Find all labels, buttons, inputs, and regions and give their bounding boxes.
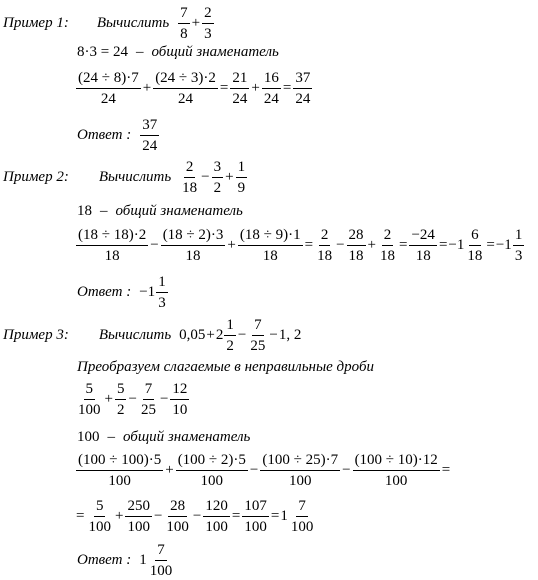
denominator: 100 — [288, 473, 312, 489]
example3-solution-line-1 — [75, 451, 451, 490]
denominator: 18 — [104, 248, 120, 264]
fraction — [153, 69, 218, 108]
operator: + — [225, 169, 234, 185]
denominator-expression: 18 — [77, 203, 92, 219]
denominator: 100 — [149, 563, 173, 579]
denominator: 8 — [180, 26, 188, 42]
numerator: 6 — [469, 226, 481, 246]
fraction — [164, 497, 191, 536]
fraction — [242, 497, 269, 536]
numerator: 7 — [155, 541, 167, 561]
fraction — [353, 451, 440, 490]
example1-verb: Вычислить — [96, 15, 170, 31]
operator: − — [192, 508, 202, 524]
mixed-number — [280, 497, 316, 536]
example1-answer-expression — [139, 116, 160, 155]
numerator: 7 — [178, 4, 190, 24]
mixed-number — [139, 273, 168, 312]
operator: − — [153, 508, 163, 524]
numerator: 107 — [242, 497, 269, 517]
denominator: 25 — [250, 338, 266, 354]
dash: – — [135, 44, 144, 60]
example1-answer-line — [77, 116, 160, 155]
numerator: 2 — [382, 226, 394, 246]
numerator: 5 — [84, 380, 96, 400]
fraction-part — [156, 273, 168, 312]
fraction — [262, 69, 281, 108]
operator: − — [128, 391, 137, 407]
numerator: 37 — [140, 116, 159, 136]
operator: + — [206, 327, 215, 343]
operator: + — [114, 508, 124, 524]
denominator: 100 — [78, 402, 101, 418]
fraction — [248, 316, 267, 355]
example3-converted-line — [75, 380, 190, 419]
fraction — [139, 380, 158, 419]
denominator: 18 — [317, 248, 333, 264]
operator: − — [336, 237, 345, 253]
denominator: 100 — [244, 519, 267, 535]
denominator: 100 — [166, 519, 189, 535]
answer-label: Ответ : — [77, 284, 132, 300]
denominator: 24 — [142, 138, 158, 154]
example1-label: Пример 1: — [3, 15, 69, 31]
example2-solution-line — [75, 226, 525, 265]
denominator: 100 — [88, 519, 111, 535]
operator: = — [304, 237, 314, 253]
numerator: (100 ÷ 25)·7 — [260, 451, 340, 471]
fraction — [125, 497, 152, 536]
operator: + — [165, 462, 174, 478]
example1-solution-line — [75, 69, 313, 108]
fraction — [315, 226, 334, 265]
numerator: (18 ÷ 18)·2 — [76, 226, 148, 246]
whole-part: 1 — [280, 508, 288, 524]
fraction-part — [289, 497, 316, 536]
denominator: 9 — [237, 180, 246, 196]
example3-answer-line — [77, 541, 175, 580]
denominator: 18 — [415, 248, 431, 264]
operator: + — [104, 391, 113, 407]
mixed-number — [139, 541, 175, 580]
example2-task-line — [3, 158, 248, 197]
mixed-number — [216, 316, 237, 355]
operator: + — [142, 80, 152, 96]
example3-solution1-expression — [75, 451, 451, 490]
denominator: 18 — [348, 248, 364, 264]
fraction — [236, 158, 248, 197]
denominator: 2 — [116, 402, 125, 418]
operator: − — [269, 327, 278, 343]
denominator: 18 — [182, 180, 198, 196]
fraction — [409, 226, 436, 265]
denominator: 18 — [185, 248, 201, 264]
whole-part: 2 — [215, 327, 224, 343]
numerator: 1 — [156, 273, 168, 293]
operator: − — [237, 327, 247, 343]
numerator: 37 — [293, 69, 312, 89]
operator: − — [150, 237, 159, 253]
numerator: 7 — [296, 497, 308, 517]
fraction — [140, 116, 159, 155]
denominator-caption: общий знаменатель — [115, 203, 243, 219]
operator: + — [367, 237, 376, 253]
example3-solution-line-2 — [75, 497, 316, 536]
denominator: 25 — [140, 402, 156, 418]
denominator: 100 — [108, 473, 131, 489]
fraction — [178, 4, 190, 43]
numerator: 5 — [115, 380, 127, 400]
example3-answer-expression — [139, 541, 175, 580]
denominator: 18 — [380, 248, 395, 264]
fraction — [161, 226, 226, 265]
numerator: 28 — [168, 497, 187, 517]
fraction — [212, 158, 224, 197]
denominator: 24 — [232, 91, 248, 107]
example3-solution2-expression — [75, 497, 316, 536]
operator: = — [438, 237, 448, 253]
fraction — [238, 226, 303, 265]
operator: − — [342, 462, 351, 478]
operator: − — [201, 169, 210, 185]
numerator: 16 — [262, 69, 281, 89]
numerator: 5 — [94, 497, 106, 517]
denominator-expression: 8·3 = 24 — [77, 44, 128, 60]
denominator: 3 — [514, 248, 523, 264]
example3-converted-expression — [75, 380, 190, 419]
example3-denominator-line — [77, 429, 250, 446]
denominator: 18 — [262, 248, 278, 264]
fraction-part — [224, 316, 236, 355]
operator: − — [159, 391, 169, 407]
numerator: 250 — [125, 497, 152, 517]
fraction — [176, 451, 248, 490]
example3-label: Пример 3: — [3, 327, 69, 343]
answer-label: Ответ : — [77, 127, 132, 143]
denominator-expression: 100 — [77, 429, 100, 445]
example3-verb: Вычислить — [98, 327, 172, 343]
denominator: 24 — [263, 91, 279, 107]
example2-denominator-line — [77, 203, 243, 220]
dash: – — [100, 203, 108, 219]
denominator: 100 — [127, 519, 150, 535]
example3-convert-line — [77, 359, 374, 376]
denominator: 100 — [290, 519, 314, 535]
denominator: 2 — [213, 180, 222, 196]
fraction — [76, 69, 141, 108]
example2-solution-expression — [75, 226, 525, 265]
fraction — [202, 4, 214, 43]
fraction — [170, 380, 189, 419]
example1-task-line — [3, 4, 215, 43]
numerator: 21 — [230, 69, 249, 89]
fraction — [230, 69, 249, 108]
operator: = — [270, 508, 280, 524]
fraction — [115, 380, 127, 419]
numerator: 2 — [202, 4, 214, 24]
example1-denominator-line — [77, 44, 279, 61]
operator: = — [282, 80, 292, 96]
whole-part: 1 — [139, 552, 147, 568]
operator: = — [399, 237, 408, 253]
denominator: 3 — [204, 26, 212, 42]
numerator: 28 — [347, 226, 366, 246]
denominator: 100 — [200, 473, 224, 489]
dash: – — [107, 429, 115, 445]
term: 0,05 — [179, 327, 206, 343]
whole-part: −1 — [139, 284, 156, 300]
denominator: 2 — [226, 338, 234, 354]
denominator: 100 — [384, 473, 408, 489]
numerator: 2 — [184, 158, 196, 178]
operator: = — [76, 508, 85, 524]
numerator: 7 — [143, 380, 155, 400]
denominator: 24 — [178, 91, 194, 107]
numerator: 120 — [203, 497, 230, 517]
denominator: 3 — [158, 295, 166, 311]
operator: + — [191, 15, 201, 31]
example2-answer-line — [77, 273, 169, 312]
operator: = — [219, 80, 229, 96]
fraction — [293, 69, 312, 108]
denominator: 18 — [467, 248, 483, 264]
fraction — [203, 497, 230, 536]
numerator: −24 — [409, 226, 436, 246]
term: 1, 2 — [278, 327, 302, 343]
operator: − — [249, 462, 259, 478]
fraction — [180, 158, 199, 197]
whole-part: −1 — [448, 237, 465, 253]
numerator: 2 — [319, 226, 331, 246]
operator: = — [486, 237, 495, 253]
numerator: (18 ÷ 9)·1 — [238, 226, 303, 246]
fraction-part — [513, 226, 525, 265]
example1-task-expression — [177, 4, 214, 43]
example2-answer-expression — [139, 273, 168, 312]
operator: + — [251, 80, 260, 96]
convert-caption: Преобразуем слагаемые в неправильные дроби — [77, 359, 374, 375]
mixed-number — [496, 226, 525, 265]
numerator: (100 ÷ 10)·12 — [353, 451, 440, 471]
numerator: (100 ÷ 100)·5 — [76, 451, 163, 471]
example1-solution-expression — [75, 69, 313, 108]
example2-verb: Вычислить — [98, 169, 172, 185]
example2-label: Пример 2: — [3, 169, 69, 185]
fraction — [260, 451, 340, 490]
answer-label: Ответ : — [77, 552, 132, 568]
denominator-caption: общий знаменатель — [151, 44, 279, 60]
fraction — [76, 380, 103, 419]
numerator: 1 — [236, 158, 248, 178]
numerator: 12 — [170, 380, 189, 400]
numerator: 7 — [252, 316, 264, 336]
whole-part: −1 — [495, 237, 512, 253]
fraction — [76, 226, 148, 265]
fraction — [347, 226, 366, 265]
numerator: 1 — [224, 316, 236, 336]
example2-task-expression — [179, 158, 248, 197]
numerator: (24 ÷ 8)·7 — [76, 69, 141, 89]
denominator: 24 — [295, 91, 311, 107]
numerator: 3 — [212, 158, 224, 178]
operator: = — [231, 508, 241, 524]
denominator: 100 — [205, 519, 228, 535]
denominator-caption: общий знаменатель — [123, 429, 251, 445]
mixed-number — [448, 226, 485, 265]
numerator: (24 ÷ 3)·2 — [153, 69, 218, 89]
operator: + — [227, 237, 236, 253]
example3-task-expression — [179, 316, 301, 355]
denominator: 10 — [172, 402, 188, 418]
fraction-part — [465, 226, 484, 265]
example3-task-line — [3, 316, 301, 355]
operator: = — [441, 462, 451, 478]
numerator: (100 ÷ 2)·5 — [176, 451, 248, 471]
fraction — [76, 451, 163, 490]
fraction — [86, 497, 113, 536]
fraction — [378, 226, 397, 265]
numerator: (18 ÷ 2)·3 — [161, 226, 226, 246]
fraction-part — [148, 541, 175, 580]
denominator: 24 — [100, 91, 116, 107]
numerator: 1 — [513, 226, 525, 246]
